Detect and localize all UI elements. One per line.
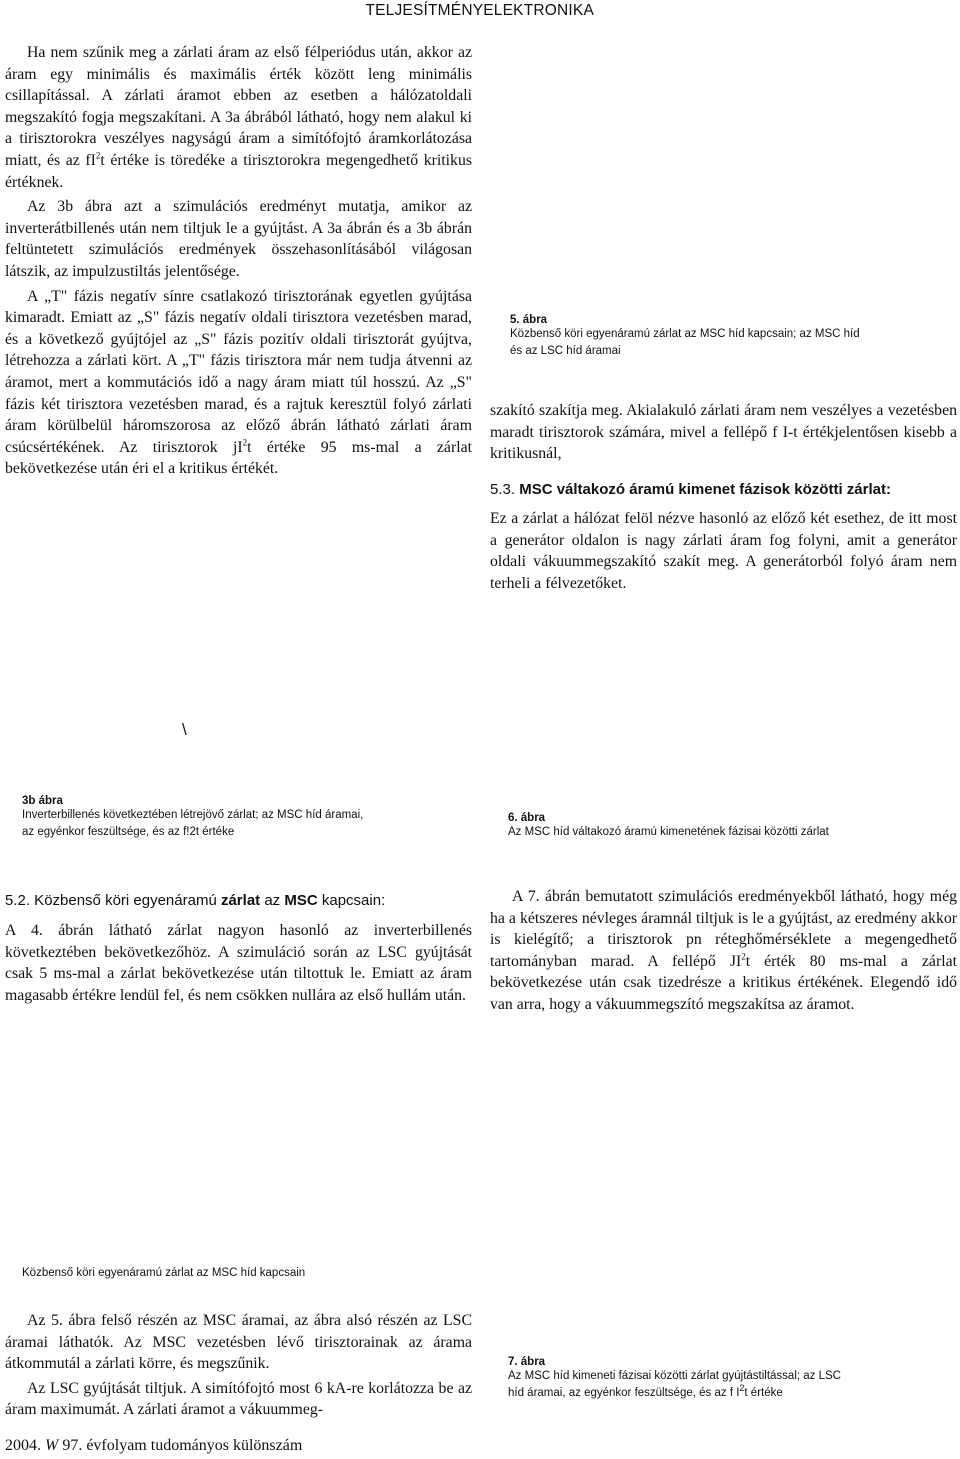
paragraph: Az 3b ábra azt a szimulációs eredményt mutatja, amikor az inverterátbillenés után nem tiltjuk le a gyújtást. A 3a ábrán és a 3b ábrán feltüntetett szimulációs eredmények összehasonlításából világosan látszik, az impulzustiltás jelentősége. — [5, 198, 472, 280]
section-heading-5-3 — [490, 481, 891, 498]
figure-number: 6. ábra — [508, 812, 546, 824]
paragraph: A „T" fázis negatív sínre csatlakozó tirisztorának egyetlen gyújtása kimaradt. Emiatt az „S" fázis negatív oldali tirisztora vezetésben marad, és a következő gyújtójel az „S" fázis pozitív oldali tirisztorát gyújtva, létrehozza a zárlati kört. A „T" fázis tirisztora már nem tudja átvenni az áramot, mert a kommutációs idő a nagy áram miatt túl hosszú. Az „S" fázis két tirisztora vezetésben marad, és a rajtuk keresztül folyó zárlati áram körülbelül háromszorosa az előző ábrán látható zárlati áram csúcsértékének. Az tirisztorok $jI^2t$ értéke 95 ms-mal a zárlat bekövetkezése után éri el a kritikus értékét. — [5, 287, 472, 478]
right-column-section-5-3 — [490, 508, 957, 597]
paragraph: Ha nem szűnik meg a zárlati áram az első félperiódus után, akkor az áram egy minimális és maximális érték között leng minimális csillapítással. A zárlati áramot ebben az esetben a hálózatoldali megszakító fogja megszakítani. A 3a ábrából látható, hogy nem alakul ki a tirisztorokra veszélyes nagyságú áram a simítófojtó áramkorlátozása miatt, és az $fI^2t$ értéke is töredéke a tirisztorokra megengedhető kritikus értéknek. — [5, 44, 472, 191]
figure-number: 5. ábra — [510, 314, 548, 326]
section-title: MSC váltakozó áramú kimenet fázisok közötti zárlat: — [519, 481, 891, 498]
paragraph: szakító szakítja meg. Akialakuló zárlati áram nem veszélyes a vezetésben maradt tirisztorok számára, mivel a fellépő f I-t értékjelentősen kisebb a kritikusnál, — [490, 402, 957, 463]
caption-line: Inverterbillenés következtében létrejövő zárlat; az MSC híd áramai, — [22, 809, 364, 821]
figure-5-caption — [510, 314, 950, 360]
section-5-2-body — [5, 920, 472, 1009]
figure-number: 7. ábra — [508, 1356, 546, 1368]
figure-6-caption — [508, 812, 948, 841]
caption-line: Az MSC híd kimeneti fázisai közötti zárlat gyújtástiltással; az LSC — [508, 1370, 841, 1382]
caption-line: Az MSC híd váltakozó áramú kimenetének fázisai közötti zárlat — [508, 826, 829, 838]
caption-line: híd áramai, az egyénkor feszültsége, és az f $I^2t$ értéke — [508, 1383, 783, 1399]
figure-7-caption — [508, 1356, 948, 1402]
running-header: TELJESÍTMÉNYELEKTRONIKA — [365, 2, 594, 19]
paragraph: Az LSC gyújtását tiltjuk. A simítófojtó most 6 kA-re korlátozza be az áram maximumát. A zárlati áramot a vákuummeg- — [5, 1379, 472, 1419]
left-column-bottom — [5, 1310, 472, 1424]
figure-3b-mark: \ — [182, 720, 187, 739]
section-heading-5-2: 5.2. Közbenső köri egyenáramú zárlat az MSC kapcsain: — [5, 892, 386, 909]
figure-number: 3b ábra — [22, 795, 63, 807]
paragraph: A 4. ábrán látható zárlat nagyon hasonló az inverterbillenés következtében bekövetkezőhöz. A szimuláció során az LSC gyújtását csak 5 ms-mal a zárlat bekövetkezése után tiltottuk le. Emiatt az áram magasabb értékre lendül fel, és nem csökken nullára az első hullám után. — [5, 922, 472, 1004]
caption-line: és az LSC híd áramai — [510, 345, 621, 357]
page-footer: 2004. W 97. évfolyam tudományos különszám — [5, 1437, 303, 1454]
caption-line: az egyénkor feszültsége, és az f!2t értéke — [22, 826, 235, 838]
left-column-top — [5, 42, 472, 483]
right-column-lower — [490, 886, 957, 1019]
paragraph: Ez a zárlat a hálózat felöl nézve hasonló az előző két esethez, de itt most a generátor oldalon is nagy zárlati áram fog folyni, amit a generátor oldali vákuummegszakító szakít meg. A generátorból folyó áram nem terheli a félvezetőket. — [490, 510, 957, 592]
figure-4-caption: Közbenső köri egyenáramú zárlat az MSC híd kapcsain — [22, 1267, 306, 1279]
caption-line: Közbenső köri egyenáramú zárlat az MSC híd kapcsain; az MSC híd — [510, 328, 860, 340]
section-number: 5.3. — [490, 481, 516, 498]
paragraph: Az 5. ábra felső részén az MSC áramai, az ábra alsó részén az LSC áramai láthatók. Az MSC vezetésben lévő tirisztorainak az árama átkommutál a zárlati körre, és megszűnik. — [5, 1312, 472, 1373]
right-column-upper — [490, 400, 957, 468]
figure-3b-caption — [22, 795, 462, 841]
paragraph: A 7. ábrán bemutatott szimulációs eredményekből látható, hogy még ha a kétszeres névleges áramnál tiltjuk is le a gyújtást, az eredmény akkor is kielégítő; a tirisztorok pn réteghőmérséklete a megengedhető tartományban marad. A fellépő $JI^2t$ érték 80 ms-mal a zárlat bekövetkezése után csak tizedrésze a kritikus értékének. Elegendő idő van arra, hogy a vákuummegszító megszakítsa az áramot. — [490, 888, 957, 1013]
